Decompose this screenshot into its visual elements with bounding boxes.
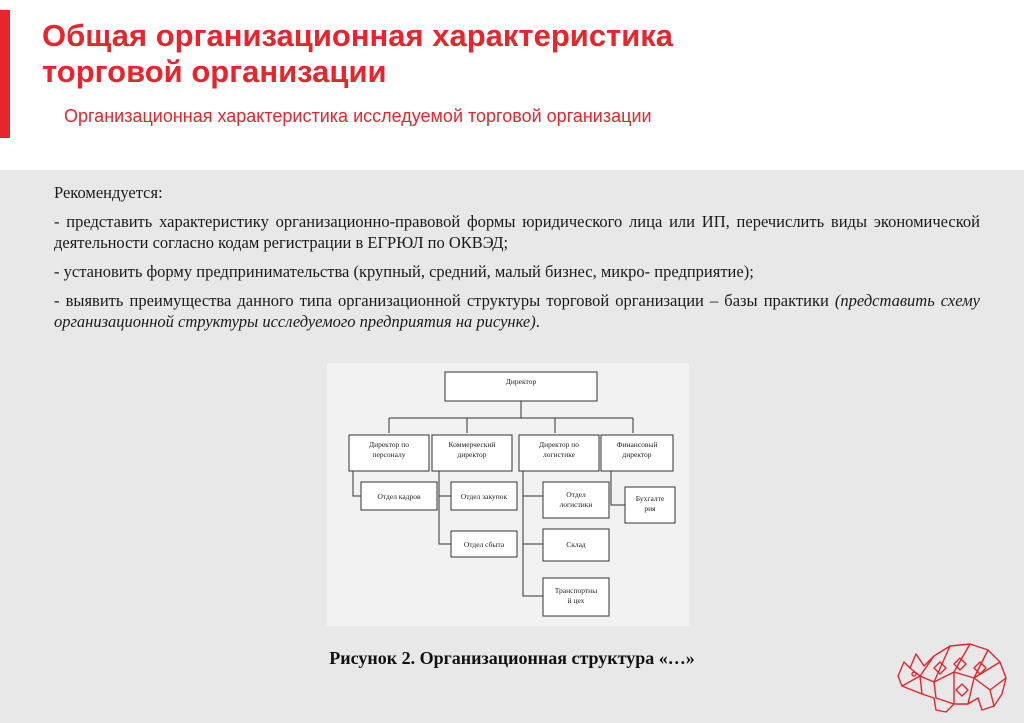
root-label: Директор	[505, 377, 537, 386]
org-chart	[327, 363, 689, 626]
dept-logistics-label-2: логистики	[559, 500, 593, 509]
dept-transport-label-1: Транспортны	[554, 586, 598, 595]
dept-logistics-label-1: Отдел	[566, 490, 586, 499]
dept-purchasing-label: Отдел закупок	[460, 492, 508, 501]
director-personnel-label-1: Директор по	[368, 440, 410, 449]
director-finance-label-2: директор	[622, 450, 652, 459]
dept-accounting-label-2: рия	[644, 504, 656, 513]
org-chart-figure	[327, 363, 689, 626]
dept-hr-label: Отдел кадров	[377, 492, 421, 501]
recommendations-text	[54, 182, 980, 340]
accent-bar	[0, 10, 10, 138]
recommendation-item-2: - установить форму предпринимательства (крупный, средний, малый бизнес, микро- предприятие);	[54, 262, 754, 281]
connector	[523, 471, 543, 596]
item-3-end: .	[535, 312, 540, 331]
intro-text: Рекомендуется:	[54, 183, 163, 202]
dept-transport-label-2: й цех	[567, 596, 585, 605]
recommendation-item-1: - представить характеристику организационно-правовой формы юридического лица или ИП, перечислить виды экономической деятельности согласно кодам регистрации в ЕГРЮЛ по ОКВЭД;	[54, 212, 980, 252]
item-3-note: (представить схему организационной структуры исследуемого предприятия на рисунке)	[54, 291, 980, 331]
title-line-1: Общая организационная характеристика	[42, 18, 674, 53]
item-3-main: - выявить преимущества данного типа организационной структуры торговой организации – базы практики	[54, 291, 835, 310]
dept-warehouse-label: Склад	[566, 540, 586, 549]
page-title	[42, 18, 942, 90]
connector	[353, 471, 361, 496]
dept-accounting-label-1: Бухгалте	[635, 494, 665, 503]
figure-caption: Рисунок 2. Организационная структура «…»	[329, 648, 695, 668]
rhino-logo-icon	[890, 632, 1015, 717]
director-commerce-label-1: Коммерческий	[448, 440, 496, 449]
director-commerce-label-2: директор	[457, 450, 487, 459]
recommendation-item-3	[54, 290, 980, 332]
director-logistics-label-2: логистике	[543, 450, 575, 459]
page-subtitle: Организационная характеристика исследуемой торговой организации	[64, 106, 652, 126]
connector	[439, 471, 451, 544]
dept-sales-label: Отдел сбыта	[463, 540, 505, 549]
director-personnel-label-2: персоналу	[372, 450, 406, 459]
director-logistics-label-1: Директор по	[538, 440, 580, 449]
connector	[611, 471, 625, 505]
title-line-2: торговой организации	[42, 54, 387, 89]
director-finance-label-1: Финансовый	[616, 440, 658, 449]
